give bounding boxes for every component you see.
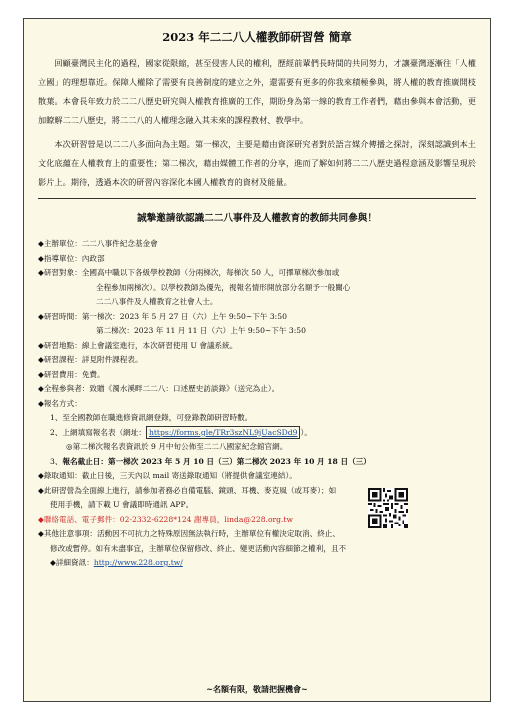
location-label: ◆研習地點： (38, 340, 82, 350)
supervisor-row (38, 252, 476, 267)
qr-code (368, 488, 408, 528)
details-label: ◆詳細資訊： (50, 558, 94, 567)
signup-form-link[interactable]: https://forms.gle/TRr3szNL9jUacSDd9 (146, 426, 300, 439)
footer-slogan: ~名額有限，敬請把握機會~ (206, 684, 308, 694)
website-link[interactable]: http://www.228.org.tw/ (93, 558, 183, 567)
time-label: ◆研習時間： (38, 311, 82, 321)
signup-step2 (38, 426, 476, 441)
participants-line: 全程參加兩梯次）。以學校教師為優先，視報名情形開放部分名額予一般關心 (96, 282, 351, 292)
course-label: ◆研習課程： (38, 355, 82, 364)
organizer-value: 二二八事件紀念基金會 (81, 239, 158, 248)
online-line: ◆此研習營為全面線上進行，請參加者務必自備電腦、鏡頭、耳機、麥克風（或耳麥）；如 (38, 485, 337, 495)
course-value: 詳見附件課程表。 (81, 355, 143, 364)
fee-row (38, 368, 476, 383)
notice-label: ◆錄取通知： (38, 471, 82, 480)
online-line: 使用手機，請下載 U 會議即時通訊 APP。 (50, 500, 194, 509)
fee-value: 免費。 (81, 369, 105, 379)
fee-label: ◆研習費用： (38, 369, 82, 379)
deadline-number: 3、 (50, 456, 63, 466)
info-list (38, 237, 476, 571)
location-value: 線上會議室進行，本次研習使用 U 會議系統。 (81, 340, 238, 350)
signup-step2-suffix: ）。 (300, 427, 312, 437)
participants-label: ◆研習對象： (38, 268, 82, 277)
course-row (38, 353, 476, 368)
other-line: 修改或暫停。如有未盡事宜，主辦單位保留修改、終止、變更活動內容細節之權利，且不 (50, 543, 347, 553)
gift-row (38, 382, 476, 397)
signup-deadline (38, 455, 476, 470)
signup-note: ◎第二梯次報名表資訊於 9 月中旬公佈至二二八國家紀念館官網。 (66, 442, 288, 451)
signup-step2-prefix: 2、上網填寫報名表（網址： (50, 427, 146, 437)
signup-step1: 1、至全國教師在職進修資訊網登錄，可登錄教師研習時數。 (50, 413, 253, 422)
notice-row (38, 469, 476, 484)
time-row (38, 310, 476, 325)
supervisor-label: ◆指導單位： (38, 253, 82, 263)
organizer-label: ◆主辦單位： (38, 239, 82, 248)
participants-line: 全國高中職以下各級學校教師（分兩梯次，每梯次 50 人，可擇單梯次參加或 (81, 268, 340, 277)
intro-paragraph: 本次研習營是以二二八多面向為主題。第一梯次，主要是藉由資深研究者對於語言媒介傳播之探討，深刻認識到本土文化底蘊在人權教育上的重要性；第二梯次，藉由媒體工作者的分享，進而了解如何將二二八歷史過程意涵及影響呈現於影片上。期待，透過本次的研習內容深化本國人權教育的資材及能量。 (38, 139, 476, 187)
gift-label: ◆全程參與者： (38, 384, 90, 393)
other-row (38, 527, 476, 542)
signup-label: ◆報名方式： (38, 398, 82, 408)
other-line: 活動因不可抗力之特殊原因無法執行時，主辦單位有權決定取消、終止、 (97, 529, 340, 538)
flyer-page (23, 18, 491, 702)
session1-time: 第一梯次：2023 年 5 月 27 日（六）上午 9:50~下午 3:50 (81, 311, 287, 321)
notice-value: 截止日後，三天內以 mail 寄送錄取通知（將提供會議室連結）。 (81, 471, 297, 480)
other-label: ◆其他注意事項： (38, 529, 97, 538)
deadline-text: 報名截止日：第一梯次 2023 年 5 月 10 日（三）第二梯次 2023 年 10 月 18 日（三） (62, 456, 371, 466)
participants-row (38, 266, 476, 281)
supervisor-value: 內政部 (81, 253, 105, 263)
gift-value: 致贈《濁水溪畔二二八：口述歷史訪談錄》（送完為止）。 (89, 384, 280, 393)
session2-time: 第二梯次：2023 年 11 月 11 日（六）上午 9:50~下午 3:50 (96, 326, 306, 335)
participants-line: 二二八事件及人權教育之社會人士。 (96, 297, 218, 306)
organizer-row (38, 237, 476, 252)
invitation-headline: 誠摯邀請欲認識二二八事件及人權教育的教師共同參與！ (137, 213, 377, 224)
intro-paragraph: 回顧臺灣民主化的過程，國家從限縮，甚至侵害人民的權利，歷經前輩們長時間的共同努力，才讓臺灣逐漸往「人權立國」的理想靠近。保障人權除了需要有良善制度的建立之外，還需要有更多的你我來積極參與，將人權的教育推廣開枝散葉。本會長年致力於二二八歷史研究與人權教育推廣的工作，期盼身為第一線的教育工作者們，藉由參與本會活動，更加瞭解二二八歷史，將二二八的人權理念融入其未來的課程教材、教學中。 (38, 58, 476, 125)
location-row (38, 339, 476, 354)
divider (38, 198, 476, 199)
details-row (38, 556, 476, 571)
page-title: 2023 年二二八人權教師研習營 簡章 (162, 30, 352, 44)
intro-section (38, 54, 476, 192)
contact-line: ◆聯絡電話、電子郵件：02-2332-6228*124 謝專員，linda@228.org.tw (38, 514, 293, 524)
